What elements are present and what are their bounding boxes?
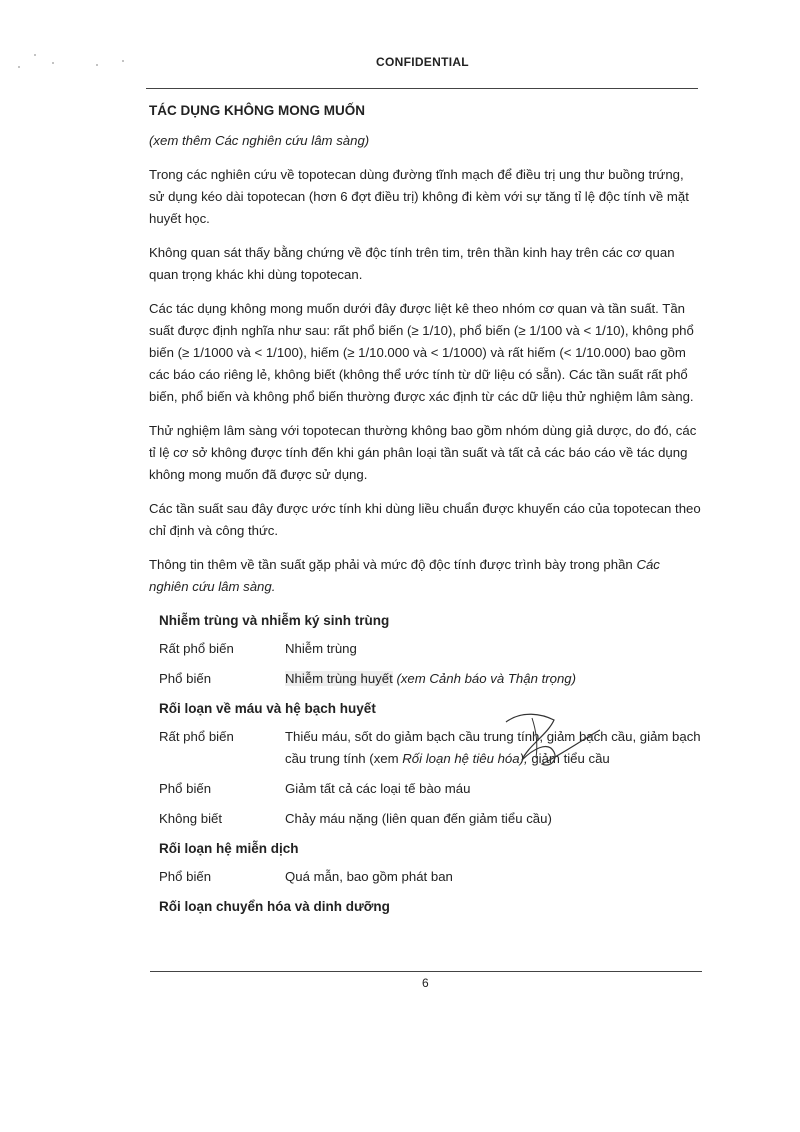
- section-title: TÁC DỤNG KHÔNG MONG MUỐN: [149, 103, 365, 118]
- scan-speck: [34, 54, 36, 56]
- effect-text: Thiếu máu, sốt do giảm bạch cầu trung tính, giảm bạch cầu, giảm bạch cầu trung tính (xem: [285, 729, 701, 766]
- effect-reference: Rối loạn hệ tiêu hóa),: [402, 751, 528, 766]
- effect-description: [285, 668, 701, 690]
- frequency-term: Phổ biến: [159, 869, 212, 884]
- scan-speck: [122, 60, 124, 62]
- page-number: 6: [422, 976, 429, 990]
- effect-description: Quá mẫn, bao gồm phát ban: [285, 869, 453, 884]
- effect-description: Giảm tất cả các loại tế bào máu: [285, 781, 471, 796]
- more-info-reference: Các nghiên cứu lâm sàng.: [149, 557, 660, 594]
- paragraph-1: Trong các nghiên cứu về topotecan dùng đường tĩnh mạch để điều trị ung thư buồng trứng, sử dụng kéo dài topotecan (hơn 6 đợt điều trị) không đi kèm với sự tăng tỉ lệ độc tính về mặt huyết học.: [149, 167, 689, 226]
- effect-description: Chảy máu nặng (liên quan đến giảm tiểu cầu): [285, 811, 552, 826]
- paragraph-5: Các tần suất sau đây được ước tính khi dùng liều chuẩn được khuyến cáo của topotecan theo chỉ định và công thức.: [149, 501, 701, 538]
- group-title-immune: Rối loạn hệ miễn dịch: [159, 841, 299, 856]
- group-title-metabolism: Rối loạn chuyển hóa và dinh dưỡng: [159, 899, 390, 914]
- group-title-infections: Nhiễm trùng và nhiễm ký sinh trùng: [159, 613, 390, 628]
- effect-note: (xem Cảnh báo và Thận trọng): [396, 671, 577, 686]
- frequency-term: Rất phổ biến: [159, 729, 234, 744]
- header-rule: [146, 88, 698, 89]
- scan-speck: [52, 62, 54, 64]
- table-row: [159, 866, 701, 888]
- see-also-note: (xem thêm Các nghiên cứu lâm sàng): [149, 133, 370, 148]
- more-info-paragraph: [149, 554, 701, 598]
- paragraph-4: Thử nghiệm lâm sàng với topotecan thường không bao gồm nhóm dùng giả dược, do đó, các tỉ lệ cơ sở không được tính đến khi gán phân loại tần suất và tất cả các báo cáo về tác dụng không mong muốn đã được sử dụng.: [149, 423, 697, 482]
- paragraph-3: Các tác dụng không mong muốn dưới đây được liệt kê theo nhóm cơ quan và tần suất. Tần suất được định nghĩa như sau: rất phổ biến (≥ 1/10), phổ biến (≥ 1/100 và < 1/10), không phổ biến (≥ 1/1000 và < 1/100), hiếm (≥ 1/10.000 và < 1/1000) và rất hiếm (< 1/10.000) bao gồm các báo cáo riêng lẻ, không biết (không thể ước tính từ dữ liệu có sẵn). Các tần suất rất phổ biến, phổ biến và không phổ biến thường được xác định từ các dữ liệu thử nghiệm lâm sàng.: [149, 301, 694, 404]
- table-row: [159, 726, 701, 770]
- table-row: [159, 638, 701, 660]
- frequency-term: Không biết: [159, 811, 223, 826]
- effect-description: Nhiễm trùng: [285, 641, 357, 656]
- table-row: [159, 668, 701, 690]
- main-content: [149, 100, 701, 924]
- table-row: [159, 808, 701, 830]
- footer-rule: [150, 971, 702, 972]
- highlighted-effect: Nhiễm trùng huyết: [285, 671, 393, 686]
- scan-speck: [96, 64, 98, 66]
- frequency-term: Phổ biến: [159, 781, 212, 796]
- more-info-text: Thông tin thêm về tần suất gặp phải và mức độ độc tính được trình bày trong phần: [149, 557, 637, 572]
- header-title: CONFIDENTIAL: [376, 55, 469, 69]
- frequency-term: Rất phổ biến: [159, 641, 234, 656]
- table-row: [159, 778, 701, 800]
- scan-speck: [18, 66, 20, 68]
- paragraph-2: Không quan sát thấy bằng chứng về độc tính trên tim, trên thần kinh hay trên các cơ quan quan trọng khác khi dùng topotecan.: [149, 245, 675, 282]
- frequency-term: Phổ biến: [159, 671, 212, 686]
- handwritten-signature: [492, 700, 612, 772]
- effect-text-end: giảm tiểu cầu: [527, 751, 610, 766]
- group-title-blood: Rối loạn về máu và hệ bạch huyết: [159, 701, 376, 716]
